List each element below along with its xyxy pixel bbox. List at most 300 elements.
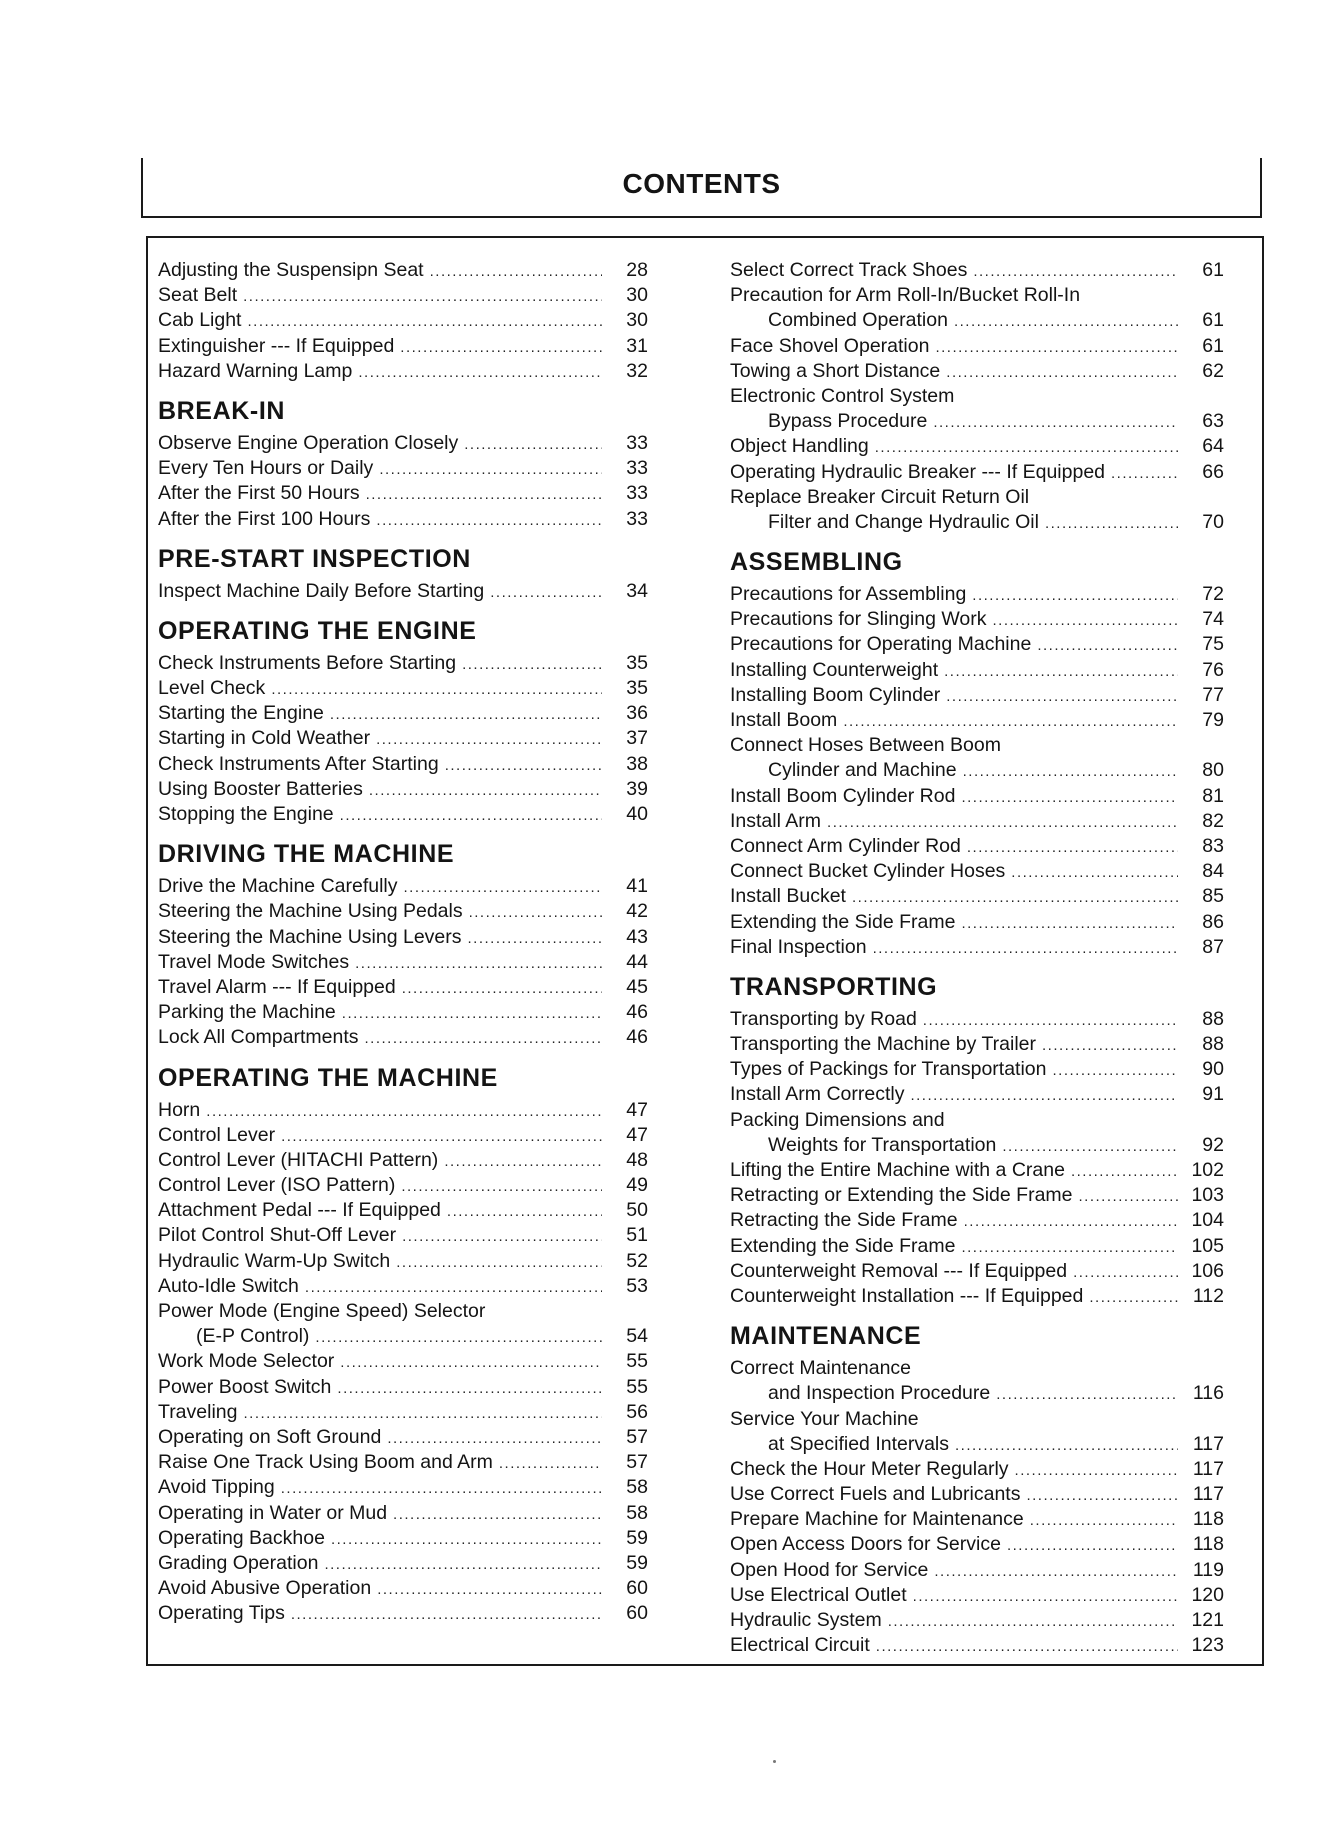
toc-entry <box>158 1173 648 1198</box>
toc-entry-title: Work Mode Selector <box>158 1350 335 1373</box>
toc-entry-title: Check Instruments Before Starting <box>158 651 457 674</box>
toc-entry <box>158 651 648 676</box>
dot-leader <box>954 309 1178 334</box>
dot-leader <box>923 1008 1178 1033</box>
toc-entry <box>158 676 648 701</box>
toc-entry <box>158 701 648 726</box>
toc-entry <box>158 1576 648 1601</box>
toc-page-number: 44 <box>626 950 648 973</box>
toc-entry <box>158 1601 648 1626</box>
toc-entry-title: Install Bucket <box>730 885 846 908</box>
scan-speck <box>773 1760 776 1763</box>
toc-entry-title: Extending the Side Frame <box>730 1234 956 1257</box>
dot-leader <box>462 652 602 677</box>
toc-entry <box>730 1457 1224 1482</box>
dot-leader <box>827 810 1178 835</box>
toc-entry-title: Horn <box>158 1098 201 1121</box>
toc-entry <box>730 683 1224 708</box>
dot-leader <box>379 457 602 482</box>
dot-leader <box>499 1451 602 1476</box>
toc-entry <box>730 884 1224 909</box>
toc-entry <box>730 910 1224 935</box>
toc-entry-title: Operating Hydraulic Breaker --- If Equipped <box>730 460 1106 483</box>
toc-entry-title: Travel Mode Switches <box>158 950 350 973</box>
dot-leader <box>291 1602 602 1627</box>
toc-entry <box>158 975 648 1000</box>
toc-left-column <box>158 258 648 1626</box>
dot-leader <box>490 580 602 605</box>
toc-entry <box>730 334 1224 359</box>
toc-entry-title: Install Boom <box>730 709 838 731</box>
section-heading: BREAK-IN <box>158 396 286 425</box>
dot-leader <box>1079 1184 1178 1209</box>
dot-leader <box>1007 1533 1178 1558</box>
dot-leader <box>369 778 602 803</box>
toc-page-number: 47 <box>626 1123 648 1146</box>
dot-leader <box>1071 1159 1178 1184</box>
toc-entry <box>158 1324 648 1349</box>
toc-entry-title: Check Instruments After Starting <box>158 752 439 775</box>
dot-leader <box>888 1609 1178 1634</box>
toc-page-number: 61 <box>1202 334 1224 357</box>
toc-page-number: 55 <box>626 1350 648 1373</box>
dot-leader <box>935 335 1178 360</box>
dot-leader <box>404 875 602 900</box>
toc-page-number: 90 <box>1202 1058 1224 1081</box>
toc-page-number: 112 <box>1192 1284 1224 1307</box>
dot-leader <box>973 259 1178 284</box>
toc-entry-line <box>730 485 1224 510</box>
toc-page-number: 102 <box>1191 1159 1224 1181</box>
toc-page-number: 117 <box>1192 1457 1224 1480</box>
toc-page-number: 74 <box>1202 608 1224 631</box>
toc-entry <box>158 1000 648 1025</box>
toc-entry <box>158 1425 648 1450</box>
toc-page-number: 75 <box>1202 633 1224 656</box>
toc-entry-title: Select Correct Track Shoes <box>730 259 968 281</box>
toc-page-number: 47 <box>626 1098 648 1121</box>
toc-entry <box>158 431 648 456</box>
header-frame <box>141 158 1262 218</box>
toc-page-number: 33 <box>626 482 648 505</box>
toc-right-column <box>730 258 1224 1658</box>
toc-entry <box>730 632 1224 657</box>
toc-entry-title: Operating on Soft Ground <box>158 1425 382 1448</box>
dot-leader <box>330 702 602 727</box>
toc-page-number: 63 <box>1202 410 1224 433</box>
toc-entry-title: and Inspection Procedure <box>768 1382 991 1405</box>
dot-leader <box>946 684 1178 709</box>
toc-page-number: 103 <box>1191 1184 1224 1207</box>
toc-entry-title: Starting in Cold Weather <box>158 727 371 750</box>
toc-page-number: 120 <box>1191 1583 1224 1606</box>
toc-page-number: 46 <box>626 1001 648 1024</box>
toc-entry-title: Traveling <box>158 1400 238 1423</box>
dot-leader <box>933 410 1178 435</box>
toc-entry-title: Retracting the Side Frame <box>730 1209 958 1232</box>
toc-entry-line <box>730 1356 1224 1381</box>
toc-page-number: 76 <box>1202 658 1224 681</box>
toc-page-number: 36 <box>626 702 648 725</box>
toc-entry-title: Seat Belt <box>158 284 238 307</box>
toc-entry-title: Observe Engine Operation Closely <box>158 431 459 454</box>
toc-entry <box>730 607 1224 632</box>
toc-entry-title: Precautions for Operating Machine <box>730 633 1032 656</box>
toc-entry-title: Combined Operation <box>768 309 948 332</box>
toc-entry-title: Transporting by Road <box>730 1007 917 1030</box>
toc-entry-title: Auto-Idle Switch <box>158 1274 299 1297</box>
toc-entry <box>158 1551 648 1576</box>
toc-page-number: 83 <box>1202 834 1224 857</box>
toc-page-number: 118 <box>1192 1533 1224 1556</box>
toc-page-number: 85 <box>1202 885 1224 908</box>
toc-entry-title: Power Boost Switch <box>158 1375 332 1398</box>
toc-entry <box>158 1501 648 1526</box>
toc-entry-line <box>730 733 1224 758</box>
toc-entry-title: Packing Dimensions and <box>730 1108 945 1131</box>
toc-page-number: 119 <box>1192 1558 1224 1581</box>
toc-entry <box>730 784 1224 809</box>
toc-page-number: 87 <box>1202 935 1224 958</box>
toc-entry-line <box>730 1108 1224 1133</box>
toc-page-number: 106 <box>1191 1259 1224 1282</box>
dot-leader <box>852 885 1178 910</box>
toc-page-number: 86 <box>1202 910 1224 933</box>
toc-page-number: 30 <box>626 309 648 332</box>
toc-page-number: 60 <box>626 1602 648 1625</box>
dot-leader <box>305 1275 602 1300</box>
toc-entry <box>158 1223 648 1248</box>
dot-leader <box>387 1426 602 1451</box>
dot-leader <box>1042 1033 1178 1058</box>
toc-entry-title: Towing a Short Distance <box>730 359 941 382</box>
dot-leader <box>875 435 1178 460</box>
dot-leader <box>281 1476 602 1501</box>
toc-entry <box>730 308 1224 333</box>
toc-entry-title: Drive the Machine Carefully <box>158 875 398 898</box>
toc-entry-title: Operating Tips <box>158 1602 285 1625</box>
toc-entry-title: Install Boom Cylinder Rod <box>730 784 956 807</box>
dot-leader <box>340 1350 602 1375</box>
toc-entry <box>730 1183 1224 1208</box>
dot-leader <box>447 1199 602 1224</box>
dot-leader <box>955 1433 1178 1458</box>
toc-page-number: 49 <box>626 1174 648 1197</box>
dot-leader <box>281 1124 602 1149</box>
toc-entry <box>730 1133 1224 1158</box>
dot-leader <box>996 1382 1178 1407</box>
dot-leader <box>1053 1058 1179 1083</box>
toc-entry-title: After the First 50 Hours <box>158 482 360 505</box>
dot-leader <box>934 1559 1178 1584</box>
toc-entry <box>730 809 1224 834</box>
toc-entry <box>730 1507 1224 1532</box>
toc-entry <box>730 1558 1224 1583</box>
toc-page-number: 52 <box>626 1249 648 1272</box>
toc-entry <box>730 859 1224 884</box>
dot-leader <box>1026 1483 1178 1508</box>
toc-entry-title: Bypass Procedure <box>768 410 928 433</box>
toc-entry <box>730 1583 1224 1608</box>
toc-entry-title: Counterweight Removal --- If Equipped <box>730 1259 1068 1282</box>
toc-page-number: 53 <box>626 1274 648 1297</box>
toc-entry <box>730 1007 1224 1032</box>
toc-entry-title: Precautions for Slinging Work <box>730 608 987 631</box>
toc-page-number: 84 <box>1202 860 1224 883</box>
toc-page-number: 58 <box>626 1476 648 1499</box>
toc-page-number: 123 <box>1191 1634 1224 1657</box>
dot-leader <box>445 753 602 778</box>
toc-page-number: 37 <box>626 727 648 750</box>
toc-entry <box>730 582 1224 607</box>
toc-entry <box>730 1432 1224 1457</box>
toc-entry <box>158 874 648 899</box>
toc-page-number: 38 <box>626 752 648 775</box>
toc-entry-title: Retracting or Extending the Side Frame <box>730 1184 1073 1207</box>
toc-entry-title: Hazard Warning Lamp <box>158 359 353 382</box>
toc-entry-title: Control Lever (HITACHI Pattern) <box>158 1148 439 1171</box>
toc-entry-title: Cylinder and Machine <box>768 759 957 782</box>
toc-entry-title: Precaution for Arm Roll-In/Bucket Roll-In <box>730 284 1081 307</box>
dot-leader <box>430 259 602 284</box>
toc-entry-title: Cab Light <box>158 309 242 332</box>
dot-leader <box>400 335 602 360</box>
dot-leader <box>1002 1134 1178 1159</box>
toc-entry-title: Lock All Compartments <box>158 1026 359 1049</box>
toc-entry-title: Operating Backhoe <box>158 1526 325 1549</box>
toc-page-number: 50 <box>626 1199 648 1222</box>
toc-page-number: 58 <box>626 1501 648 1524</box>
toc-entry-title: Parking the Machine <box>158 1001 336 1024</box>
toc-entry <box>730 935 1224 960</box>
toc-page-number: 48 <box>626 1148 648 1171</box>
toc-entry <box>158 1400 648 1425</box>
dot-leader <box>843 709 1178 734</box>
toc-entry <box>730 658 1224 683</box>
toc-entry-title: Check the Hour Meter Regularly <box>730 1457 1009 1480</box>
toc-page-number: 46 <box>626 1026 648 1049</box>
toc-entry-title: Adjusting the Suspensipn Seat <box>158 259 424 281</box>
toc-page-number: 104 <box>1191 1209 1224 1232</box>
toc-entry <box>158 359 648 384</box>
dot-leader <box>1011 860 1178 885</box>
toc-entry <box>158 456 648 481</box>
toc-entry <box>158 802 648 827</box>
toc-entry-title: Open Access Doors for Service <box>730 1533 1001 1556</box>
toc-page-number: 116 <box>1192 1382 1224 1405</box>
toc-entry-title: Raise One Track Using Boom and Arm <box>158 1451 493 1474</box>
toc-entry <box>158 1025 648 1050</box>
toc-page-number: 118 <box>1192 1508 1224 1531</box>
toc-entry-title: Precautions for Assembling <box>730 583 967 606</box>
dot-leader <box>1089 1285 1178 1310</box>
section-heading: OPERATING THE MACHINE <box>158 1063 498 1092</box>
toc-page-number: 54 <box>626 1325 648 1348</box>
toc-page-number: 43 <box>626 925 648 948</box>
toc-page-number: 91 <box>1202 1083 1224 1106</box>
toc-page-number: 121 <box>1191 1609 1224 1631</box>
toc-entry-title: Service Your Machine <box>730 1407 919 1430</box>
toc-page-number: 79 <box>1202 709 1224 731</box>
toc-entry <box>158 726 648 751</box>
toc-entry-title: After the First 100 Hours <box>158 507 371 530</box>
toc-entry-title: Avoid Tipping <box>158 1476 275 1499</box>
toc-page-number: 32 <box>626 359 648 382</box>
toc-entry <box>730 1158 1224 1183</box>
toc-entry-title: Object Handling <box>730 435 869 458</box>
toc-page-number: 33 <box>626 507 648 530</box>
toc-entry <box>730 1532 1224 1557</box>
dot-leader <box>377 1577 602 1602</box>
dot-leader <box>376 508 602 533</box>
dot-leader <box>396 1250 602 1275</box>
toc-page-number: 40 <box>626 803 648 825</box>
toc-entry-title: Prepare Machine for Maintenance <box>730 1508 1024 1531</box>
toc-page-number: 57 <box>626 1451 648 1474</box>
toc-entry-title: (E-P Control) <box>196 1325 310 1348</box>
toc-page-number: 45 <box>626 975 648 998</box>
toc-page-number: 64 <box>1202 435 1224 458</box>
toc-page-number: 33 <box>626 457 648 480</box>
toc-entry <box>730 758 1224 783</box>
dot-leader <box>402 1224 602 1249</box>
toc-entry <box>158 777 648 802</box>
toc-entry-title: Connect Hoses Between Boom <box>730 734 1001 757</box>
dot-leader <box>1030 1508 1178 1533</box>
dot-leader <box>243 1401 602 1426</box>
dot-leader <box>964 1209 1178 1234</box>
page-title: CONTENTS <box>622 168 781 199</box>
toc-entry-title: Final Inspection <box>730 935 867 958</box>
toc-entry <box>730 460 1224 485</box>
toc-entry <box>730 1234 1224 1259</box>
toc-entry <box>158 1098 648 1123</box>
toc-entry-title: Install Arm Correctly <box>730 1083 905 1106</box>
toc-entry-title: Stopping the Engine <box>158 803 334 825</box>
toc-entry <box>158 308 648 333</box>
dot-leader <box>967 835 1178 860</box>
dot-leader <box>961 1235 1178 1260</box>
section-heading: ASSEMBLING <box>730 548 903 577</box>
toc-entry-title: Extending the Side Frame <box>730 910 956 933</box>
toc-entry-title: Steering the Machine Using Pedals <box>158 900 463 923</box>
toc-page-number: 39 <box>626 777 648 800</box>
dot-leader <box>876 1634 1178 1659</box>
toc-entry-title: Connect Bucket Cylinder Hoses <box>730 860 1006 883</box>
dot-leader <box>1045 511 1178 536</box>
toc-page-number: 51 <box>626 1224 648 1247</box>
dot-leader <box>910 1083 1178 1108</box>
toc-entry <box>730 258 1224 283</box>
toc-entry <box>730 434 1224 459</box>
toc-page-number: 88 <box>1202 1007 1224 1030</box>
dot-leader <box>468 926 603 951</box>
toc-entry <box>730 1633 1224 1658</box>
dot-leader <box>469 900 602 925</box>
toc-page-number: 88 <box>1202 1033 1224 1056</box>
toc-entry <box>158 334 648 359</box>
toc-page-number: 41 <box>626 875 648 898</box>
toc-entry-title: Operating in Water or Mud <box>158 1501 388 1524</box>
toc-entry-title: Starting the Engine <box>158 702 324 725</box>
toc-page-number: 60 <box>626 1577 648 1600</box>
toc-entry <box>158 925 648 950</box>
dot-leader <box>972 583 1178 608</box>
dot-leader <box>401 1174 602 1199</box>
dot-leader <box>961 785 1178 810</box>
toc-entry <box>730 1284 1224 1309</box>
toc-entry <box>158 258 648 283</box>
toc-entry <box>730 1259 1224 1284</box>
toc-entry <box>730 1057 1224 1082</box>
toc-entry-title: Grading Operation <box>158 1551 319 1574</box>
toc-entry-line <box>730 384 1224 409</box>
dot-leader <box>247 309 602 334</box>
section-heading: OPERATING THE ENGINE <box>158 616 477 645</box>
toc-entry <box>730 1032 1224 1057</box>
toc-page-number: 62 <box>1202 359 1224 382</box>
dot-leader <box>946 360 1178 385</box>
toc-entry-title: Transporting the Machine by Trailer <box>730 1033 1037 1056</box>
toc-page-number: 59 <box>626 1551 648 1574</box>
toc-entry-title: Installing Boom Cylinder <box>730 683 941 706</box>
toc-page-number: 33 <box>626 431 648 454</box>
section-heading: MAINTENANCE <box>730 1322 922 1351</box>
dot-leader <box>993 608 1178 633</box>
toc-page-number: 35 <box>626 651 648 674</box>
toc-entry-title: Pilot Control Shut-Off Lever <box>158 1224 397 1247</box>
dot-leader <box>944 659 1178 684</box>
dot-leader <box>1037 633 1178 658</box>
toc-page-number: 72 <box>1202 583 1224 606</box>
toc-entry-title: Installing Counterweight <box>730 658 939 681</box>
dot-leader <box>366 482 602 507</box>
toc-entry <box>158 1475 648 1500</box>
toc-entry-title: Using Booster Batteries <box>158 777 363 800</box>
toc-entry-title: Avoid Abusive Operation <box>158 1577 372 1600</box>
dot-leader <box>337 1376 602 1401</box>
toc-entry-title: at Specified Intervals <box>768 1432 950 1455</box>
toc-page-number: 28 <box>626 259 648 281</box>
toc-page-number: 35 <box>626 677 648 700</box>
toc-entry <box>158 950 648 975</box>
toc-entry <box>730 359 1224 384</box>
toc-page-number: 61 <box>1202 259 1224 281</box>
toc-entry <box>730 708 1224 733</box>
toc-page-number: 42 <box>626 900 648 923</box>
dot-leader <box>961 911 1178 936</box>
toc-entry-title: Hydraulic Warm-Up Switch <box>158 1249 391 1272</box>
dot-leader <box>271 677 602 702</box>
section-heading: PRE-START INSPECTION <box>158 544 471 573</box>
dot-leader <box>331 1527 602 1552</box>
dot-leader <box>444 1149 602 1174</box>
toc-page-number: 66 <box>1202 460 1224 483</box>
dot-leader <box>365 1026 603 1051</box>
toc-entry-title: Counterweight Installation --- If Equipped <box>730 1284 1084 1307</box>
toc-entry <box>730 1608 1224 1633</box>
section-heading: TRANSPORTING <box>730 972 938 1001</box>
toc-entry <box>730 1082 1224 1107</box>
toc-entry-line <box>730 283 1224 308</box>
toc-entry <box>730 409 1224 434</box>
toc-entry <box>158 283 648 308</box>
toc-entry <box>730 1208 1224 1233</box>
toc-page-number: 55 <box>626 1375 648 1398</box>
toc-page-number: 57 <box>626 1425 648 1448</box>
toc-entry-line <box>158 1299 648 1324</box>
toc-page-number: 105 <box>1191 1234 1224 1257</box>
